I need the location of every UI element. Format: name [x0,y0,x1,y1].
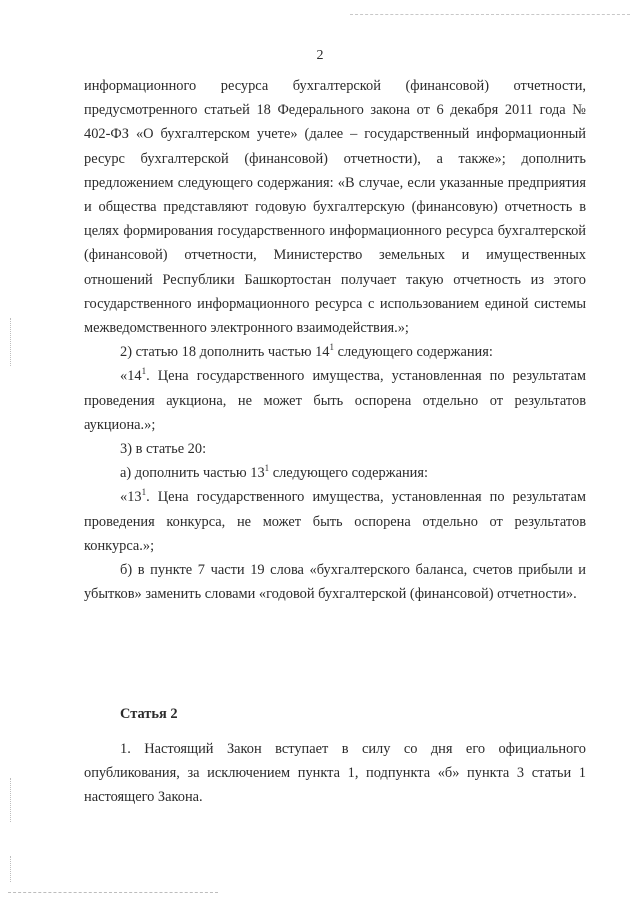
scan-artifact-bottom-line [8,892,218,893]
item-3a: а) дополнить частью $13^1$ следующего содержания: [120,463,428,482]
article-2-body [84,737,586,810]
article-2-heading: Статья 2 [120,706,178,722]
scan-artifact-left-dots [10,856,11,882]
page-number: 2 [316,48,324,63]
paragraph-continuation: информационного ресурса бухгалтерской (финансовой) отчетности, предусмотренного статьей 18 Федерального закона от 6 декабря 2011 года № 402-ФЗ «О бухгалтерском учете» (далее – государственный информационный ресурс бухгалтерской (финансовой) отчетности), а также»; дополнить предложением следующего содержания: «В случае, если указанные предприятия и общества представляют годовую бухгалтерскую (финансовую) отчетность в целях формирования государственного информационного ресурса бухгалтерской (финансовой) отчетности, Министерство земельных и имущественных отношений Республики Башкортостан получает такую отчетность из этого государственного информационного ресурса с использованием единой системы межведомственного электронного взаимодействия.»; [84,78,586,337]
scan-artifact-left-dots [10,318,11,366]
item-3: 3) в статье 20: [120,441,207,458]
scan-artifact-left-dots [10,778,11,822]
quote-14-1: «$14^1$. Цена государственного имущества, установленная по результатам проведения аукциона, не может быть оспорена отдельно от результатов аукциона.»; [84,366,586,433]
article-2-paragraph-1: 1. Настоящий Закон вступает в силу со дня его официального опубликования, за исключением пункта 1, подпункта «б» пункта 3 статьи 1 настоящего Закона. [84,741,586,806]
item-3b: б) в пункте 7 части 19 слова «бухгалтерского баланса, счетов прибыли и убытков» заменить словами «годовой бухгалтерской (финансовой) отчетности». [84,562,586,603]
item-2: 2) статью 18 дополнить частью $14^1$ следующего содержания: [120,342,493,361]
document-body [84,74,586,606]
scan-artifact-top-line [350,14,630,15]
quote-13-1: «$13^1$. Цена государственного имущества, установленная по результатам проведения конкурса, не может быть оспорена отдельно от результатов конкурса.»; [84,487,586,554]
